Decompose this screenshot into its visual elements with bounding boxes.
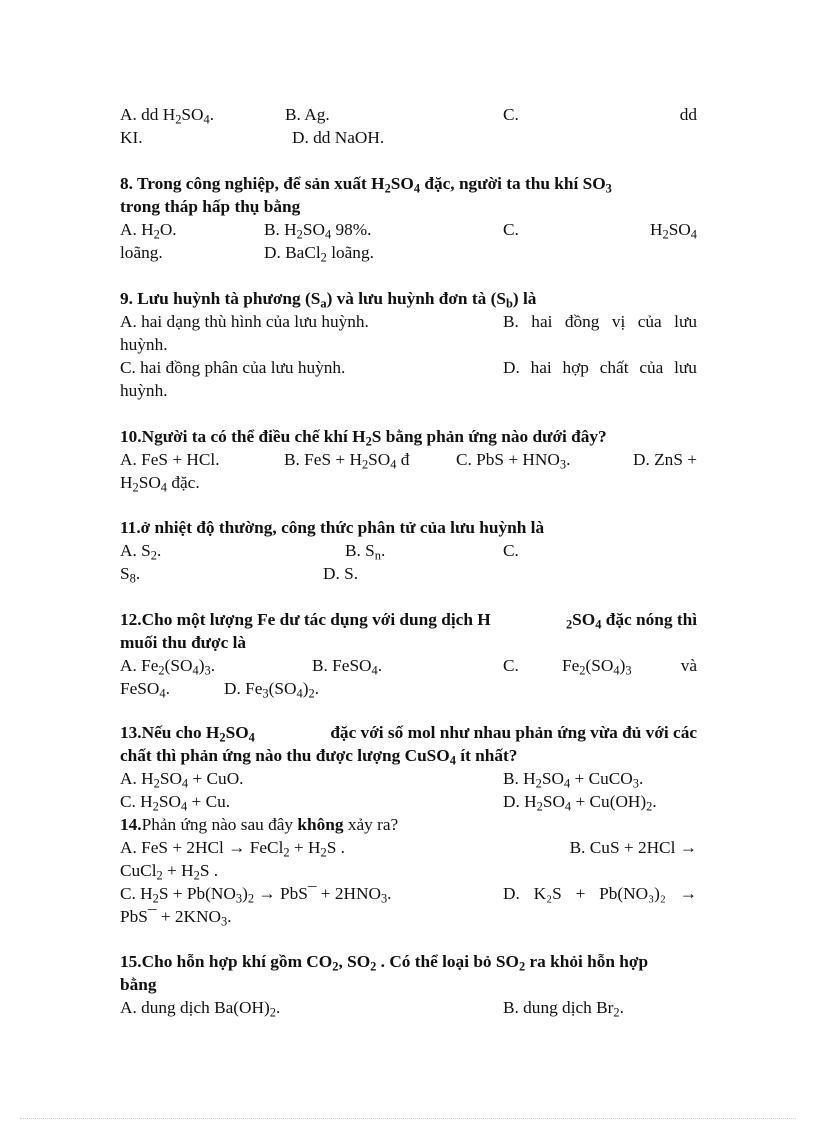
page-bottom-divider <box>20 1118 796 1119</box>
q11-option-c: C. <box>503 541 519 560</box>
q11-option-c-cont: $S_8$. <box>120 564 141 586</box>
q8-option-d: D. BaCl$_2$ loãng. <box>264 243 374 265</box>
q11-options-line-1 <box>120 539 697 562</box>
q14-option-b: B. CuS + 2HCl → <box>569 838 697 857</box>
q13-stem-line-1: 13.Nếu cho $H_2SO_4$ đặc với số mol như nhau phản ứng vừa đủ với các <box>120 723 697 745</box>
q12-option-c: C. <box>503 656 519 675</box>
q7-option-c: C. <box>503 105 519 124</box>
q10-option-b: B. FeS + $H_2SO_4$ đ <box>284 450 410 472</box>
q8-stem-line-1 <box>120 172 697 195</box>
q12-option-d: D. $Fe_3(SO_4)_2$. <box>224 679 320 701</box>
q7-options-line-1 <box>120 103 697 126</box>
q12-option-c-and: và <box>680 656 697 675</box>
q13-option-a: A. $H_2SO_4$ + CuO. <box>120 769 244 791</box>
q8-option-b: B. $H_2SO_4$ 98%. <box>264 220 372 242</box>
q7-option-c-text: dd <box>679 105 697 124</box>
q10-option-d: D. ZnS + <box>633 450 697 469</box>
q8-option-a: A. $H_2O$. <box>120 220 177 242</box>
q7-option-d: D. dd NaOH. <box>292 128 385 147</box>
q10-option-d-cont: $H_2SO_4$ đặc. <box>120 473 200 495</box>
q14-option-c: C. $H_2S + Pb(NO_3)_2$ → PbS¯ + $2HNO_3$. <box>120 884 392 906</box>
q12-option-a: A. $Fe_2(SO_4)_3$. <box>120 656 216 678</box>
q9-options-line-1 <box>120 310 697 333</box>
q12-option-c-cont: FeSO$_4$. <box>120 679 170 701</box>
q9-option-d-cont: huỳnh. <box>120 381 168 400</box>
q11-options-line-2 <box>120 562 697 585</box>
q8-option-c-formula: $H_2SO_4$ <box>649 220 697 242</box>
q8-option-c: C. <box>503 220 519 239</box>
q12-stem-line-1: 12.Cho một lượng Fe dư tác dụng với dung dịch H $_2SO_4$ đặc nóng thì <box>120 610 697 632</box>
q10-options-line-1 <box>120 448 697 471</box>
q12-option-c-formula: $Fe_2(SO_4)_3$ <box>562 656 632 678</box>
q14-options-line-1 <box>120 836 697 859</box>
q10-option-c: C. PbS + $HNO_3$. <box>456 450 571 472</box>
q10-stem: 10.Người ta có thể điều chế khí $H_2S$ bằng phản ứng nào dưới đây? <box>120 427 607 449</box>
q15-option-b: B. dung dịch $Br_2$. <box>503 998 624 1020</box>
q9-option-b: B. hai đồng vị của lưu <box>503 312 697 331</box>
q13-option-b: B. $H_2SO_4$ + CuCO$_3$. <box>503 769 644 791</box>
q15-option-a: A. dung dịch $Ba(OH)_2$. <box>120 998 281 1020</box>
q11-option-d: D. S. <box>323 564 359 583</box>
q15-stem-line-1: 15.Cho hỗn hợp khí gồm $CO_2$, $SO_2$ . Có thể loại bỏ $SO_2$ ra khỏi hỗn hợp <box>120 952 649 974</box>
q8-options-line-2 <box>120 241 697 264</box>
q14-stem: 14.Phản ứng nào sau đây không xảy ra? <box>120 815 399 834</box>
q13-stem-line-2: chất thì phản ứng nào thu được lượng CuSO$_4$ ít nhất? <box>120 746 518 768</box>
q7-option-a: A. dd $H_2SO_4$. <box>120 105 215 127</box>
q10-option-a: A. FeS + HCl. <box>120 450 220 469</box>
q11-option-b: B. $S_n$. <box>345 541 386 563</box>
q12-options-line-1 <box>120 654 697 677</box>
q12-options-line-2 <box>120 677 697 700</box>
q9-option-c: C. hai đồng phân của lưu huỳnh. <box>120 358 346 377</box>
q13-option-d: D. $H_2SO_4 + Cu(OH)_2$. <box>503 792 657 814</box>
q8-option-c-rest: loãng. <box>120 243 163 262</box>
q14-option-d-cont: PbS¯ + $2KNO_3$. <box>120 907 232 929</box>
q15-stem-line-2: bằng <box>120 975 157 994</box>
q11-option-a: A. $S_2$. <box>120 541 162 563</box>
q9-options-line-2 <box>120 356 697 379</box>
q8-stem-line-2: trong tháp hấp thụ bằng <box>120 197 301 216</box>
q13-options-line-2 <box>120 790 697 813</box>
q15-options-line-1 <box>120 996 697 1019</box>
q12-option-b: B. FeSO$_4$. <box>312 656 383 678</box>
q7-option-c-rest: KI. <box>120 128 143 147</box>
q14-options-line-2 <box>120 882 697 905</box>
q7-option-b: B. Ag. <box>285 105 330 124</box>
q14-option-d: D. K₂S + Pb(NO₃)₂ → <box>503 884 697 903</box>
q9-option-d: D. hai hợp chất của lưu <box>503 358 697 377</box>
q9-option-a: A. hai dạng thù hình của lưu huỳnh. <box>120 312 369 331</box>
q8-stem: 8. Trong công nghiệp, để sản xuất $H_2SO_4$ đặc, người ta thu khí $SO_3$ <box>120 174 612 196</box>
q12-stem-line-2: muối thu được là <box>120 633 247 652</box>
q13-options-line-1 <box>120 767 697 790</box>
q9-option-b-cont: huỳnh. <box>120 335 168 354</box>
q9-stem: 9. Lưu huỳnh tà phương $(S_a)$ và lưu huỳnh đơn tà $(S_b)$ là <box>120 289 537 311</box>
q7-options-line-2 <box>120 126 697 149</box>
q11-stem: 11.ở nhiệt độ thường, công thức phân tử của lưu huỳnh là <box>120 518 545 537</box>
q14-option-b-cont: CuCl$_2$ + $H_2S$ . <box>120 861 219 883</box>
q8-options-line-1 <box>120 218 697 241</box>
q14-option-a: A. FeS + 2HCl → FeCl$_2$ + $H_2S$ . <box>120 838 345 860</box>
q13-option-c: C. $H_2SO_4 + Cu$. <box>120 792 231 814</box>
